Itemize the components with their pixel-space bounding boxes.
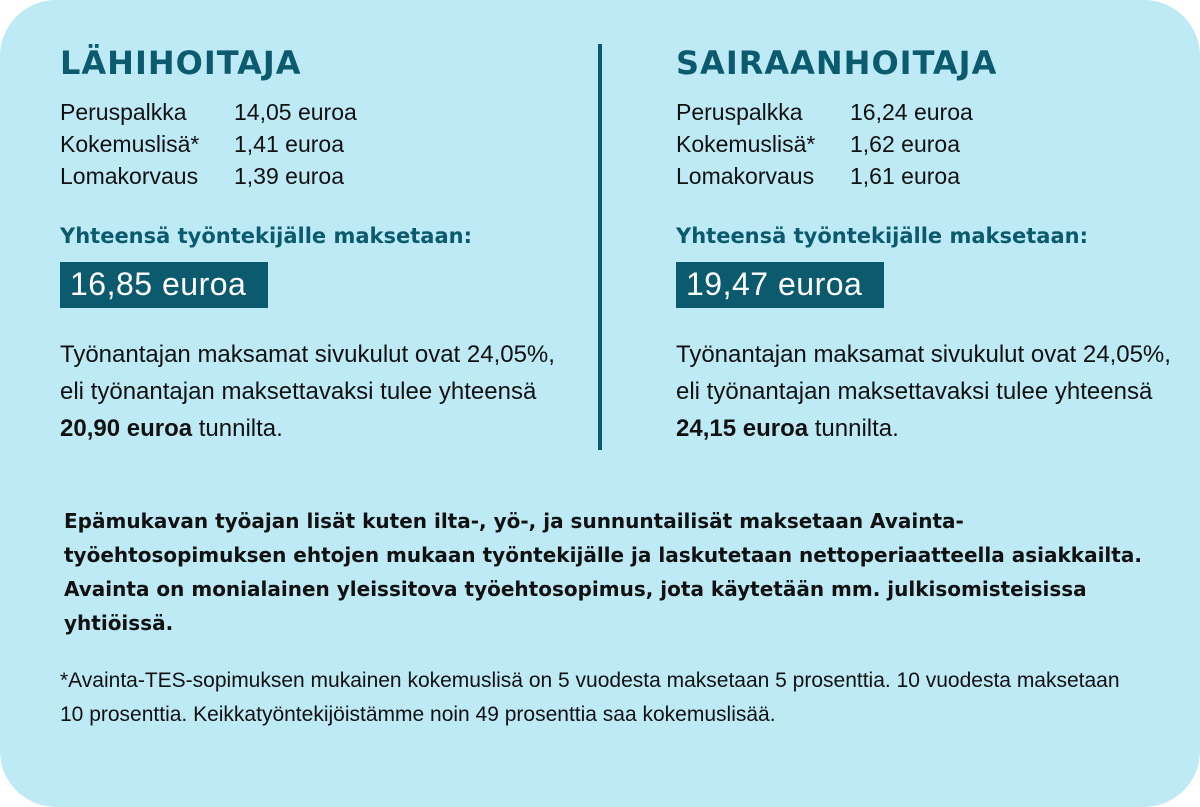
employer-cost-text-start: Työnantajan maksamat sivukulut ovat 24,05%, eli työnantajan maksettavaksi tulee yhteensä [676, 341, 1171, 405]
lahihoitaja-total-label: Yhteensä työntekijälle maksetaan: [60, 224, 472, 248]
pay-row [60, 160, 580, 192]
pay-row-label: Kokemuslisä* [676, 130, 816, 157]
pay-row-label: Kokemuslisä* [60, 130, 200, 157]
column-divider [598, 44, 602, 450]
pay-row-value: 1,39 euroa [234, 162, 344, 189]
sairaanhoitaja-column [676, 44, 1176, 447]
pay-row-value: 1,41 euroa [234, 130, 344, 157]
avainta-note: Epämukavan työajan lisät kuten ilta-, yö-, ja sunnuntailisät maksetaan Avainta-työehtosopimuksen ehtojen mukaan työntekijälle ja laskutetaan nettoperiaatteella asiakkailta. Avainta on monialainen yleissitova työehtosopimus, jota käytetään mm. julkisomisteisissa yhtiöissä. [64, 509, 1142, 635]
lahihoitaja-total-value: 16,85 euroa [60, 262, 268, 308]
pay-row-value: 16,24 euroa [850, 98, 973, 125]
pay-row [60, 96, 580, 128]
employer-cost-amount: 24,15 euroa [676, 415, 809, 442]
lahihoitaja-column [60, 44, 580, 447]
pay-row [60, 128, 580, 160]
employer-cost-text-end: tunnilta. [808, 415, 899, 442]
employer-cost-text-end: tunnilta. [192, 415, 283, 442]
pay-row [676, 96, 1176, 128]
pay-row [676, 160, 1176, 192]
employer-cost-amount: 20,90 euroa [60, 415, 193, 442]
sairaanhoitaja-employer-cost-text [676, 336, 1176, 447]
sairaanhoitaja-total-value: 19,47 euroa [676, 262, 884, 308]
pay-row-label: Peruspalkka [60, 98, 187, 125]
lahihoitaja-title: LÄHIHOITAJA [60, 44, 302, 82]
pay-row-value: 14,05 euroa [234, 98, 357, 125]
pay-row-value: 1,62 euroa [850, 130, 960, 157]
pay-row [676, 128, 1176, 160]
pay-row-label: Lomakorvaus [60, 162, 199, 189]
pay-row-label: Peruspalkka [676, 98, 803, 125]
footnote: *Avainta-TES-sopimuksen mukainen kokemuslisä on 5 vuodesta maksetaan 5 prosenttia. 10 vuodesta maksetaan 10 prosenttia. Keikkatyöntekijöistämme noin 49 prosenttia saa kokemuslisää. [60, 669, 1120, 726]
pay-row-value: 1,61 euroa [850, 162, 960, 189]
sairaanhoitaja-title: SAIRAANHOITAJA [676, 44, 998, 82]
sairaanhoitaja-total-label: Yhteensä työntekijälle maksetaan: [676, 224, 1088, 248]
lahihoitaja-pay-rows [60, 96, 580, 192]
pay-row-label: Lomakorvaus [676, 162, 815, 189]
lahihoitaja-employer-cost-text [60, 336, 580, 447]
sairaanhoitaja-pay-rows [676, 96, 1176, 192]
employer-cost-text-start: Työnantajan maksamat sivukulut ovat 24,05%, eli työnantajan maksettavaksi tulee yhteensä [60, 341, 555, 405]
